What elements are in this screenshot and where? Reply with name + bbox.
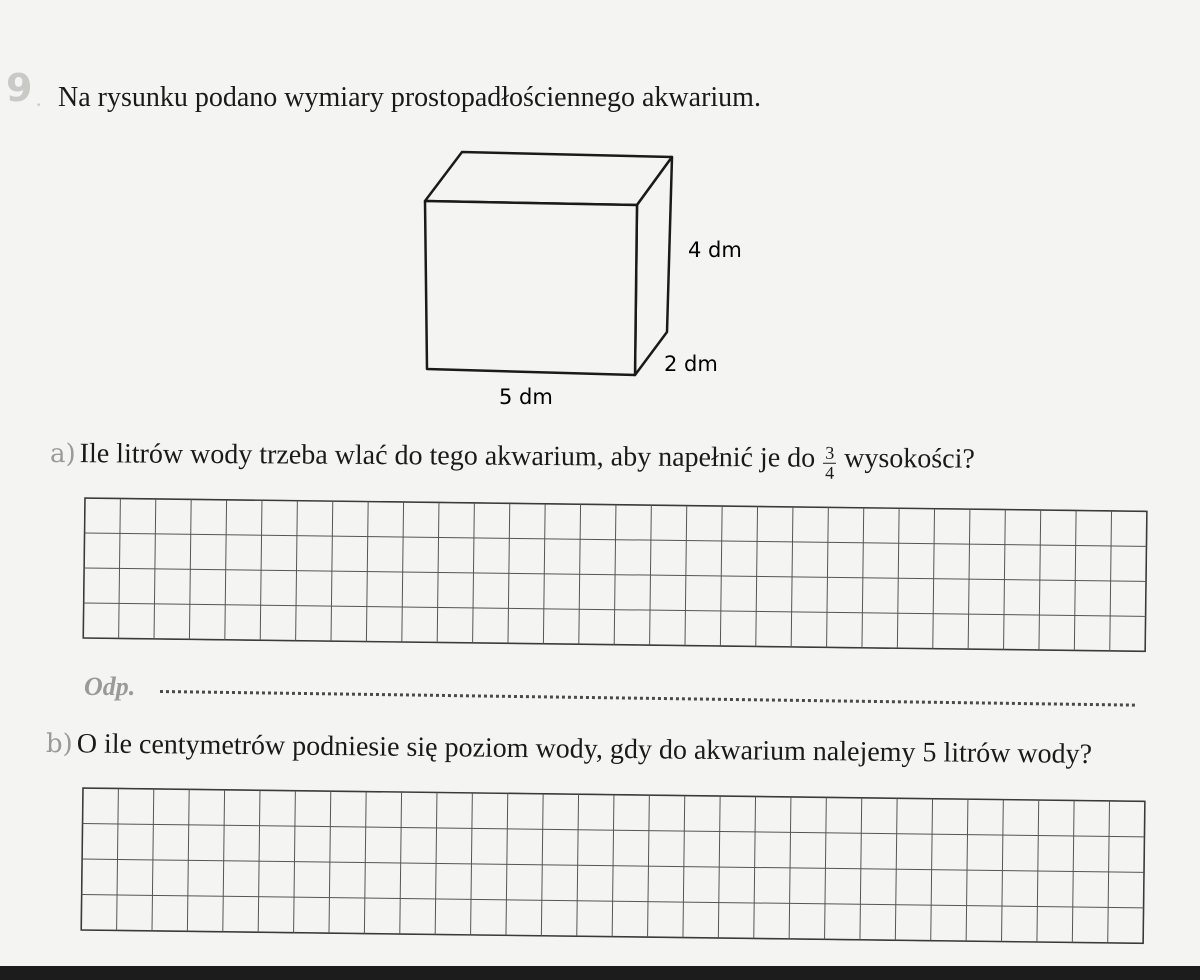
part-a-letter: a) (49, 439, 76, 470)
three-quarters-fraction (823, 444, 836, 483)
part-a-question-row (50, 438, 975, 483)
depth-dimension-label: 2 dm (664, 352, 718, 376)
part-a-question-text: Ile litrów wody trzeba wlać do tego akwarium, aby napełnić je do (79, 438, 816, 474)
cuboid-top-face (425, 152, 672, 205)
part-b-letter: b) (45, 729, 73, 760)
part-b-question-text: O ile centymetrów podniesie się poziom wody, gdy do akwarium nalejemy 5 litrów wody? (76, 728, 1093, 770)
answer-label: Odp. (84, 672, 136, 701)
answer-dotted-line[interactable] (160, 690, 1135, 707)
task-number: 9 (6, 66, 33, 110)
part-b-question-row (46, 728, 1092, 771)
aquarium-cuboid-figure (415, 145, 755, 415)
height-dimension-label: 4 dm (688, 238, 742, 262)
fraction-numerator: 3 (823, 444, 836, 464)
part-a-question-end: wysokości? (844, 442, 975, 475)
task-number-dot: . (36, 86, 42, 111)
answer-grid-b[interactable] (80, 787, 1146, 944)
task-intro: Na rysunku podano wymiary prostopadłościennego akwarium. (58, 82, 761, 113)
fraction-denominator: 4 (825, 462, 835, 483)
scan-bottom-edge (0, 966, 1200, 980)
answer-grid-a[interactable] (82, 497, 1148, 652)
cuboid-front-face (425, 201, 637, 375)
width-dimension-label: 5 dm (499, 385, 553, 409)
